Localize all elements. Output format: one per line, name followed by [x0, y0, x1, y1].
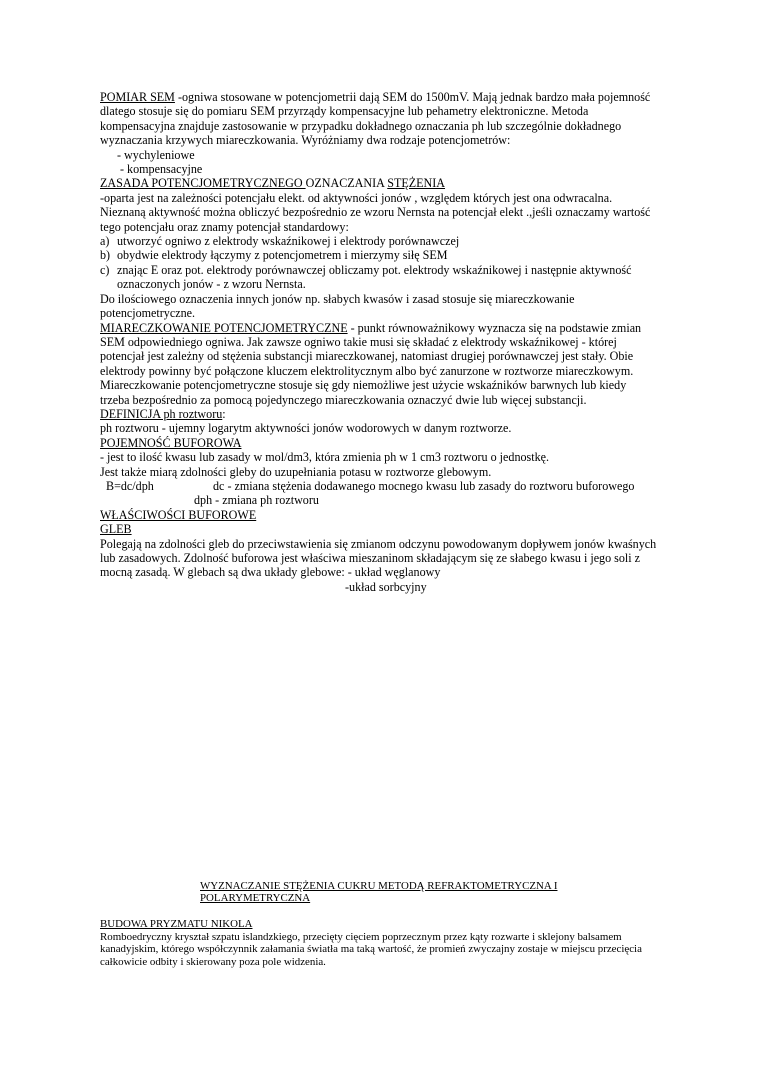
def-heading: DEFINICJA ph roztworu:: [100, 406, 226, 421]
mia-line: elektrody powinny być połączone kluczem elektrolitycznym albo być zanurzone w roztworze miareczkowym.: [100, 363, 634, 378]
wl-heading: WŁAŚCIWOŚCI BUFOROWE: [100, 507, 257, 522]
poj-formula-row: [100, 479, 690, 493]
sem-heading: POMIAR SEM: [100, 90, 175, 104]
zasada-line: potencjometryczne.: [100, 306, 196, 321]
budowa-section: [100, 918, 700, 968]
zasada-heading: ZASADA POTENCJOMETRYCZNEGO OZNACZANIA STĘŻENIA: [100, 176, 446, 191]
zasada-list-item: c) znając E oraz pot. elektrody porównawczej obliczamy pot. elektrody wskaźnikowej i następnie aktywność: [100, 262, 632, 277]
poj-line: - jest to ilość kwasu lub zasady w mol/dm3, która zmienia ph w 1 cm3 roztworu o jednostkę.: [100, 450, 550, 465]
sem-list-item: - kompensacyjne: [120, 162, 203, 177]
sem-paragraph: [100, 90, 690, 104]
document-body: [100, 90, 690, 594]
sem-line: wyznaczania krzywych miareczkowania. Wyróżniamy dwa rodzaje potencjometrów:: [100, 133, 511, 148]
poj-formula-row: [100, 493, 690, 507]
zasada-list-item: a) utworzyć ogniwo z elektrody wskaźnikowej i elektrody porównawczej: [100, 234, 460, 249]
poj-heading: POJEMNOŚĆ BUFOROWA: [100, 435, 242, 450]
bud-line: Romboedryczny kryształ szpatu islandzkiego, przecięty cięciem poprzecznym przez kąty rozwarte i sklejony balsamem: [100, 930, 622, 943]
bud-line: kanadyjskim, którego współczynnik załamania światła ma taką wartość, że promień zwyczajny zostaje w miejscu przecięcia: [100, 943, 642, 956]
mia-heading: MIARECZKOWANIE POTENCJOMETRYCZNE: [100, 320, 348, 335]
zasada-line: Do ilościowego oznaczenia innych jonów np. słabych kwasów i zasad stosuje się miareczkowanie: [100, 291, 575, 306]
bud-heading: BUDOWA PRYZMATU NIKOLA: [100, 918, 253, 930]
sem-line: kompensacyjna znajduje zastosowanie w przypadku dokładnego oznaczania ph lub szczególnie dokładnego: [100, 118, 622, 133]
wl-line: -układ sorbcyjny: [345, 579, 427, 594]
mia-line: trzeba bezpośrednio za pomocą pojedynczego miareczkowania oznaczyć dwie lub więcej substancji.: [100, 392, 587, 407]
sem-line: dlatego stosuje się do pomiaru SEM przyrządy kompensacyjne lub pehametry elektroniczne. Metoda: [100, 104, 589, 119]
def-line: ph roztworu - ujemny logarytm aktywności jonów wodorowych w danym roztworze.: [100, 421, 512, 436]
zasada-line: -oparta jest na zależności potencjału elekt. od aktywności jonów , względem których jest ona odwracalna.: [100, 190, 613, 205]
zasada-list-item-cont: oznaczonych jonów - z wzoru Nernsta.: [117, 277, 306, 292]
wl-line: Polegają na zdolności gleb do przeciwstawienia się zmianom odczynu powodowanym dopływem jonów kwaśnych: [100, 536, 657, 551]
wyz-line: POLARYMETRYCZNA: [200, 892, 311, 905]
wl-line: mocną zasadą. W glebach są dwa układy glebowe: - układ węglanowy: [100, 565, 441, 580]
wl-subheading: GLEB: [100, 522, 132, 537]
mia-line: Miareczkowanie potencjometryczne stosuje się gdy niemożliwe jest użycie wskaźników barwnych lub kiedy: [100, 378, 627, 393]
wyz-line: WYZNACZANIE STĘŻENIA CUKRU METODĄ REFRAKTOMETRYCZNA I: [200, 880, 558, 892]
mia-line: potencjał jest zależny od stężenia substancji miareczkowanej, natomiast drugiej porównawczej jest stały. Obie: [100, 349, 634, 364]
bud-line: całkowicie odbity i skierowany poza pole widzenia.: [100, 955, 326, 968]
poj-line: Jest także miarą zdolności gleby do uzupełniania potasu w roztworze glebowym.: [100, 464, 492, 479]
poj-dph-definition: dph - zmiana ph roztworu: [194, 493, 319, 508]
sem-line: -ogniwa stosowane w potencjometrii dają SEM do 1500mV. Mają jednak bardzo mała pojemność: [174, 90, 651, 104]
sem-list-item: - wychyleniowe: [117, 147, 195, 162]
wl-line: lub zasadowych. Zdolność buforowa jest właściwa mieszaninom składającym się ze słabego kwasu i jego soli z: [100, 550, 641, 565]
zasada-line: tego potencjału oraz znamy potencjał standardowy:: [100, 219, 349, 234]
mia-line: SEM odpowiedniego ogniwa. Jak zawsze ogniwo takie musi się składać z elektrody wskaźnikowej - której: [100, 334, 617, 349]
zasada-line: Nieznaną aktywność można obliczyć bezpośrednio ze wzoru Nernsta na potencjał elekt .,jeśli oznaczamy wartość: [100, 205, 651, 220]
zasada-list-item: b) obydwie elektrody łączymy z potencjometrem i mierzymy siłę SEM: [100, 248, 448, 263]
poj-formula: B=dc/dph: [106, 478, 154, 493]
poj-dc-definition: dc - zmiana stężenia dodawanego mocnego kwasu lub zasady do roztworu buforowego: [213, 478, 635, 493]
wyznaczanie-heading: [200, 880, 620, 905]
mia-paragraph: MIARECZKOWANIE POTENCJOMETRYCZNE - punkt równoważnikowy wyznacza się na podstawie zmian: [100, 320, 642, 335]
